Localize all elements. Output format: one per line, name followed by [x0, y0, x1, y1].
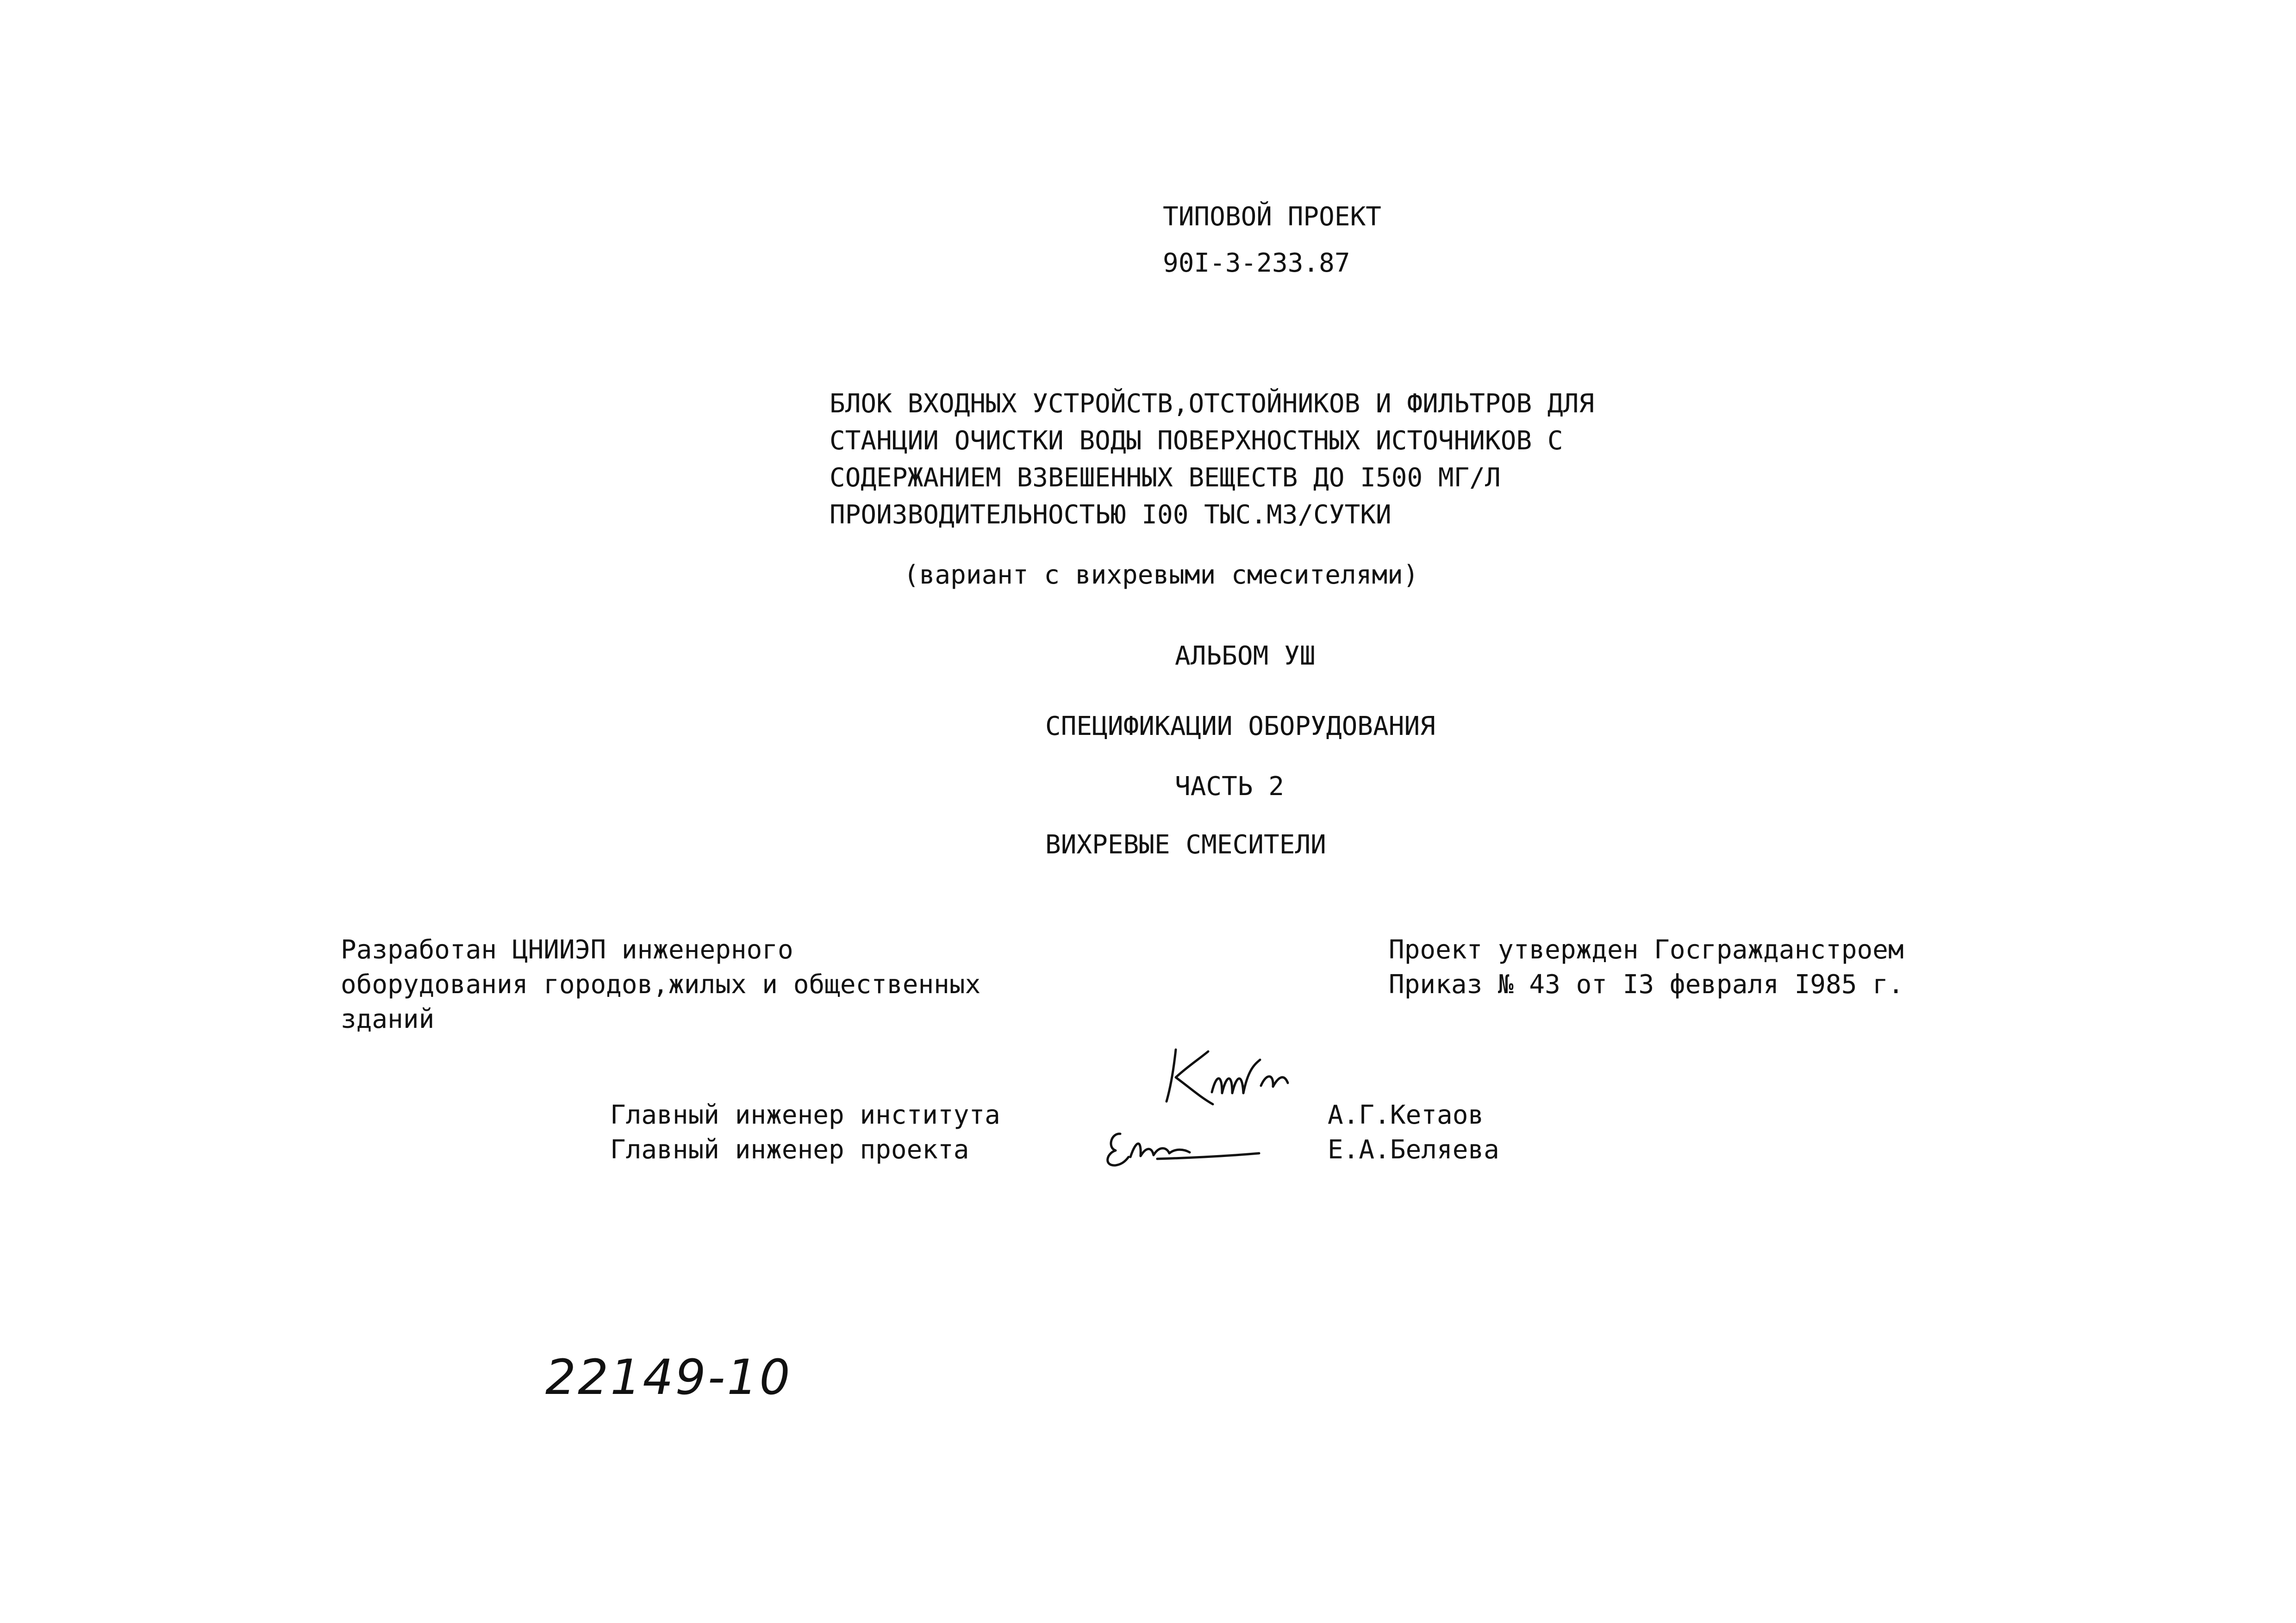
variant-note: (вариант с вихревыми смесителями) — [904, 560, 1419, 590]
signatory-name-1: А.Г.Кетаов — [1328, 1100, 1484, 1130]
album-subject: ВИХРЕВЫЕ СМЕСИТЕЛИ — [1045, 830, 1326, 860]
signatory-name-2: Е.А.Беляева — [1328, 1135, 1499, 1165]
signature-ketaov — [1157, 1041, 1296, 1111]
album-name: АЛЬБОМ УШ — [1175, 641, 1316, 671]
developer-line-1: Разработан ЦНИИЭП инженерного — [341, 935, 793, 965]
signature-belyaeva — [1102, 1120, 1268, 1171]
title-line-3: СОДЕРЖАНИЕМ ВЗВЕШЕННЫХ ВЕЩЕСТВ ДО I500 МГ/Л — [830, 463, 1501, 493]
approval-line-1: Проект утвержден Госгражданстроем — [1389, 935, 1904, 965]
album-part: ЧАСТЬ 2 — [1175, 771, 1285, 802]
approval-line-2: Приказ № 43 от I3 февраля I985 г. — [1389, 970, 1904, 1000]
signatory-role-1: Главный инженер института — [610, 1100, 1000, 1130]
title-line-2: СТАНЦИИ ОЧИСТКИ ВОДЫ ПОВЕРХНОСТНЫХ ИСТОЧНИКОВ С — [830, 426, 1563, 456]
signatory-role-2: Главный инженер проекта — [610, 1135, 969, 1165]
project-type: ТИПОВОЙ ПРОЕКТ — [1163, 202, 1382, 232]
developer-line-3: зданий — [341, 1004, 435, 1034]
developer-line-2: оборудования городов,жилых и общественных — [341, 970, 981, 1000]
title-line-4: ПРОИЗВОДИТЕЛЬНОСТЬЮ I00 ТЫС.М3/СУТКИ — [830, 500, 1391, 530]
title-line-1: БЛОК ВХОДНЫХ УСТРОЙСТВ,ОТСТОЙНИКОВ И ФИЛЬТРОВ ДЛЯ — [830, 389, 1595, 419]
inventory-number: 22149-10 — [545, 1349, 792, 1405]
album-section: СПЕЦИФИКАЦИИ ОБОРУДОВАНИЯ — [1045, 711, 1435, 741]
project-number: 90I-3-233.87 — [1163, 248, 1350, 278]
